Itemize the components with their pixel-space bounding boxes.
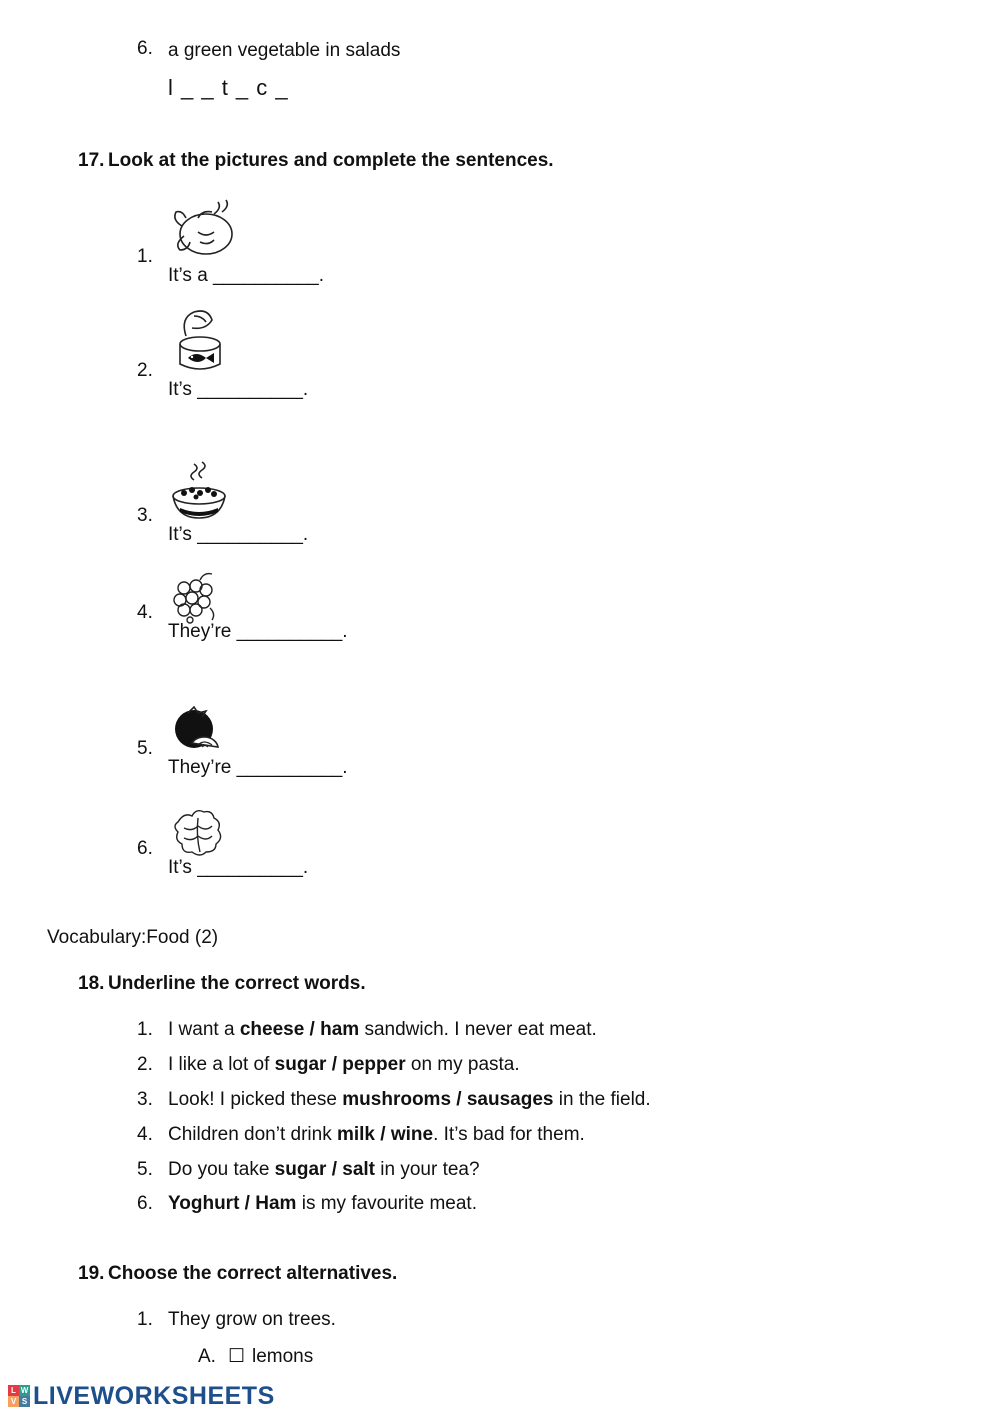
q19-number: 19. [78, 1263, 105, 1284]
bowl-icon [170, 460, 230, 522]
q18-title: Underline the correct words. [108, 973, 366, 994]
q17-item-1-text: It’s a __________. [168, 265, 325, 286]
q18-number: 18. [78, 973, 105, 994]
q18-item-1: I want a cheese / ham sandwich. I never eat meat. [168, 1019, 597, 1040]
logo-text: LIVEWORKSHEETS [33, 1381, 275, 1410]
q18-item-2-options[interactable]: sugar / pepper [274, 1054, 406, 1075]
q17-item-4-number: 4. [137, 602, 153, 623]
section-heading: Vocabulary:Food (2) [47, 927, 219, 948]
tomato-icon [172, 705, 222, 755]
liveworksheets-logo [8, 1381, 275, 1411]
q17-item-2-text: It’s __________. [168, 379, 309, 400]
q17-item-3-number: 3. [137, 505, 153, 526]
q18-item-4-options[interactable]: milk / wine [336, 1124, 434, 1145]
q18-item-6: Yoghurt / Ham is my favourite meat. [168, 1193, 477, 1214]
q18-item-5-options[interactable]: sugar / salt [274, 1159, 375, 1180]
q17-item-3-text: It’s __________. [168, 524, 309, 545]
q18-item-1-options[interactable]: cheese / ham [239, 1019, 360, 1040]
q18-item-4: Children don’t drink milk / wine. It’s bad for them. [168, 1124, 585, 1145]
q17-item-1-number: 1. [137, 246, 153, 267]
q17-item-6-number: 6. [137, 838, 153, 859]
grapes-icon [170, 570, 220, 624]
q18-item-6-number: 6. [137, 1193, 153, 1214]
q18-item-5: Do you take sugar / salt in your tea? [168, 1159, 480, 1180]
q17-item-5-number: 5. [137, 738, 153, 759]
lettuce-icon [172, 806, 224, 858]
q18-item-5-number: 5. [137, 1159, 153, 1180]
q18-item-6-options[interactable]: Yoghurt / Ham [168, 1193, 297, 1214]
q19-item-1-text: They grow on trees. [168, 1309, 336, 1330]
q19-option-a-text: lemons [252, 1346, 314, 1367]
q17-item-6-text: It’s __________. [168, 857, 309, 878]
q17-item-4-text: They’re __________. [168, 621, 348, 642]
fish-can-icon [176, 306, 226, 376]
q16-item-pattern: l _ _ t _ c _ [168, 75, 289, 100]
q19-item-1-number: 1. [137, 1309, 153, 1330]
q18-item-4-number: 4. [137, 1124, 153, 1145]
q18-item-3-options[interactable]: mushrooms / sausages [342, 1089, 554, 1110]
q19-title: Choose the correct alternatives. [108, 1263, 398, 1284]
q17-item-2-number: 2. [137, 360, 153, 381]
q19-option-a-letter: A. [198, 1346, 216, 1367]
q18-item-2-number: 2. [137, 1054, 153, 1075]
q18-item-3-number: 3. [137, 1089, 153, 1110]
q17-number: 17. [78, 150, 105, 171]
chicken-icon [168, 196, 240, 262]
q18-item-3: Look! I picked these mushrooms / sausages in the field. [168, 1089, 651, 1110]
logo-mark-icon: L W V S [8, 1385, 30, 1407]
q19-option-a-checkbox[interactable]: ☐ [228, 1346, 246, 1367]
q16-item-number: 6. [137, 38, 153, 59]
q17-item-5-text: They’re __________. [168, 757, 348, 778]
q16-item-clue: a green vegetable in salads [168, 40, 401, 61]
q18-item-1-number: 1. [137, 1019, 153, 1040]
q18-item-2: I like a lot of sugar / pepper on my pasta. [168, 1054, 520, 1075]
q17-title: Look at the pictures and complete the sentences. [108, 150, 554, 171]
